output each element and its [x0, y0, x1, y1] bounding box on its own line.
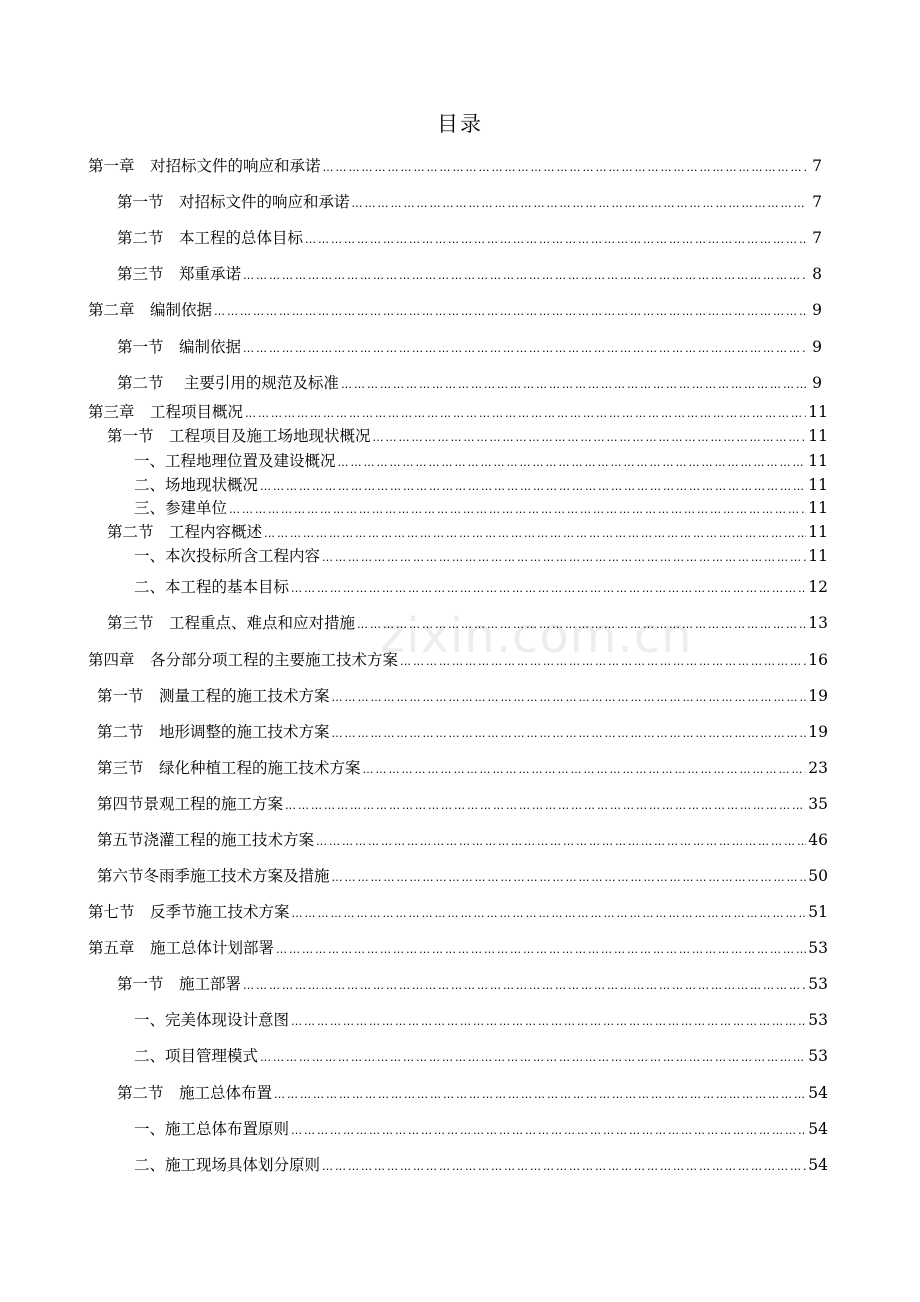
toc-entry-page: 54	[808, 1156, 828, 1174]
dot-leader	[316, 832, 806, 852]
toc-entry-label: 三、参建单位	[134, 499, 228, 517]
toc-entry[interactable]	[134, 1010, 828, 1032]
dot-leader	[323, 158, 806, 178]
dot-leader	[322, 548, 806, 568]
toc-entry[interactable]	[134, 1155, 828, 1177]
toc-entry-label: 第三章 工程项目概况	[88, 403, 244, 421]
toc-entry-page: 9	[812, 374, 822, 392]
toc-entry[interactable]	[97, 830, 828, 852]
toc-entry-page: 23	[808, 759, 828, 777]
dot-leader	[400, 652, 806, 672]
toc-entry-label: 一、施工总体布置原则	[134, 1120, 290, 1138]
dot-leader	[357, 615, 806, 635]
dot-leader	[260, 1048, 806, 1068]
toc-entry[interactable]	[88, 402, 828, 424]
dot-leader	[322, 1157, 806, 1177]
dot-leader	[363, 760, 807, 780]
toc-entry-label: 第五节浇灌工程的施工技术方案	[97, 831, 315, 849]
toc-entry[interactable]	[97, 686, 828, 708]
toc-entry-page: 35	[808, 795, 828, 813]
toc-entry[interactable]	[134, 451, 828, 473]
toc-entry-label: 第二节 工程内容概述	[107, 523, 263, 541]
toc-entry-page: 9	[812, 301, 822, 319]
dot-leader	[243, 339, 806, 359]
toc-entry-page: 11	[808, 476, 828, 494]
dot-leader	[292, 904, 807, 924]
toc-entry[interactable]	[88, 902, 828, 924]
toc-entry-label: 第三节 绿化种植工程的施工技术方案	[97, 759, 361, 777]
toc-entry-label: 第二节 本工程的总体目标	[117, 229, 304, 247]
toc-entry[interactable]	[117, 1083, 828, 1105]
toc-entry-page: 7	[812, 193, 822, 211]
toc-entry-page: 53	[808, 1011, 828, 1029]
toc-entry[interactable]	[88, 650, 828, 672]
dot-leader	[352, 194, 806, 214]
dot-leader	[291, 1012, 806, 1032]
toc-entry-label: 二、场地现状概况	[134, 476, 259, 494]
toc-entry-label: 二、本工程的基本目标	[134, 578, 290, 596]
toc-entry[interactable]	[117, 337, 822, 359]
toc-entry-label: 第五章 施工总体计划部署	[88, 939, 275, 957]
toc-entry[interactable]	[97, 758, 828, 780]
dot-leader	[332, 688, 807, 708]
toc-entry-page: 9	[812, 338, 822, 356]
toc-entry-page: 7	[812, 157, 822, 175]
toc-entry-label: 一、工程地理位置及建设概况	[134, 452, 336, 470]
dot-leader	[243, 976, 806, 996]
toc-entry-label: 第四节景观工程的施工方案	[97, 795, 284, 813]
toc-entry-page: 51	[808, 903, 828, 921]
toc-entry[interactable]	[97, 722, 828, 744]
toc-entry[interactable]	[134, 475, 828, 497]
toc-title: 目录	[437, 112, 483, 136]
dot-leader	[291, 579, 806, 599]
toc-entry-label: 第四章 各分部分项工程的主要施工技术方案	[88, 651, 399, 669]
toc-entry-page: 12	[808, 578, 828, 596]
dot-leader	[264, 524, 806, 544]
dot-leader	[276, 940, 806, 960]
toc-entry-label: 第一节 测量工程的施工技术方案	[97, 687, 330, 705]
toc-entry-label: 第二章 编制依据	[88, 301, 213, 319]
toc-entry-page: 53	[808, 939, 828, 957]
toc-entry-page: 11	[808, 452, 828, 470]
toc-entry-label: 第二节 施工总体布置	[117, 1084, 273, 1102]
toc-entry-label: 第一章 对招标文件的响应和承诺	[88, 157, 321, 175]
toc-entry[interactable]	[134, 1046, 828, 1068]
toc-entry-page: 19	[808, 687, 828, 705]
toc-entry[interactable]	[134, 498, 828, 520]
toc-entry[interactable]	[88, 156, 822, 178]
toc-entry[interactable]	[107, 613, 828, 635]
toc-entry-label: 一、本次投标所含工程内容	[134, 547, 321, 565]
toc-entry-page: 19	[808, 723, 828, 741]
toc-entry[interactable]	[107, 426, 828, 448]
toc-entry-page: 8	[812, 265, 822, 283]
toc-entry[interactable]	[97, 866, 828, 888]
toc-entry-page: 50	[808, 867, 828, 885]
toc-entry-label: 第二节 地形调整的施工技术方案	[97, 723, 330, 741]
toc-entry-page: 11	[808, 403, 828, 421]
toc-entry-label: 第三节 郑重承诺	[117, 265, 242, 283]
toc-entry-page: 54	[808, 1084, 828, 1102]
toc-entry-page: 11	[808, 427, 828, 445]
toc-entry-page: 54	[808, 1120, 828, 1138]
toc-entry-label: 第一节 编制依据	[117, 338, 242, 356]
toc-entry[interactable]	[134, 577, 828, 599]
dot-leader	[274, 1085, 806, 1105]
dot-leader	[245, 404, 806, 424]
toc-entry-page: 11	[808, 547, 828, 565]
toc-entry[interactable]	[117, 373, 822, 395]
toc-entry[interactable]	[117, 192, 822, 214]
dot-leader	[291, 1121, 806, 1141]
dot-leader	[332, 868, 807, 888]
toc-entry-label: 第六节冬雨季施工技术方案及措施	[97, 867, 330, 885]
toc-entry-page: 53	[808, 1047, 828, 1065]
toc-entry-page: 7	[812, 229, 822, 247]
dot-leader	[332, 724, 807, 744]
toc-entry-label: 第一节 施工部署	[117, 975, 242, 993]
toc-entry[interactable]	[117, 228, 822, 250]
toc-entry[interactable]	[88, 300, 822, 322]
toc-entry[interactable]	[117, 974, 828, 996]
toc-entry-label: 第三节 工程重点、难点和应对措施	[107, 614, 356, 632]
toc-entry-page: 16	[808, 651, 828, 669]
toc-entry-page: 11	[808, 523, 828, 541]
toc-entry-label: 第七节 反季节施工技术方案	[88, 903, 290, 921]
toc-entry[interactable]	[117, 264, 822, 286]
watermark: zixin.com.cn	[380, 608, 693, 664]
dot-leader	[338, 453, 807, 473]
toc-entry-label: 第一节 工程项目及施工场地现状概况	[107, 427, 371, 445]
toc-entry-label: 二、施工现场具体划分原则	[134, 1156, 321, 1174]
dot-leader	[305, 230, 806, 250]
dot-leader	[229, 500, 806, 520]
dot-leader	[260, 477, 806, 497]
toc-entry-page: 53	[808, 975, 828, 993]
dot-leader	[214, 302, 806, 322]
toc-entry-label: 第二节 主要引用的规范及标准	[117, 374, 339, 392]
toc-entry-label: 一、完美体现设计意图	[134, 1011, 290, 1029]
toc-entry-page: 46	[808, 831, 828, 849]
toc-entry[interactable]	[88, 938, 828, 960]
toc-entry[interactable]	[134, 1119, 828, 1141]
toc-entry[interactable]	[97, 794, 828, 816]
toc-entry-page: 13	[808, 614, 828, 632]
dot-leader	[373, 428, 807, 448]
dot-leader	[285, 796, 806, 816]
toc-entry-label: 二、项目管理模式	[134, 1047, 259, 1065]
toc-entry-page: 11	[808, 499, 828, 517]
toc-entry[interactable]	[134, 546, 828, 568]
dot-leader	[243, 266, 806, 286]
dot-leader	[341, 375, 806, 395]
toc-entry[interactable]	[107, 522, 828, 544]
toc-entry-label: 第一节 对招标文件的响应和承诺	[117, 193, 350, 211]
